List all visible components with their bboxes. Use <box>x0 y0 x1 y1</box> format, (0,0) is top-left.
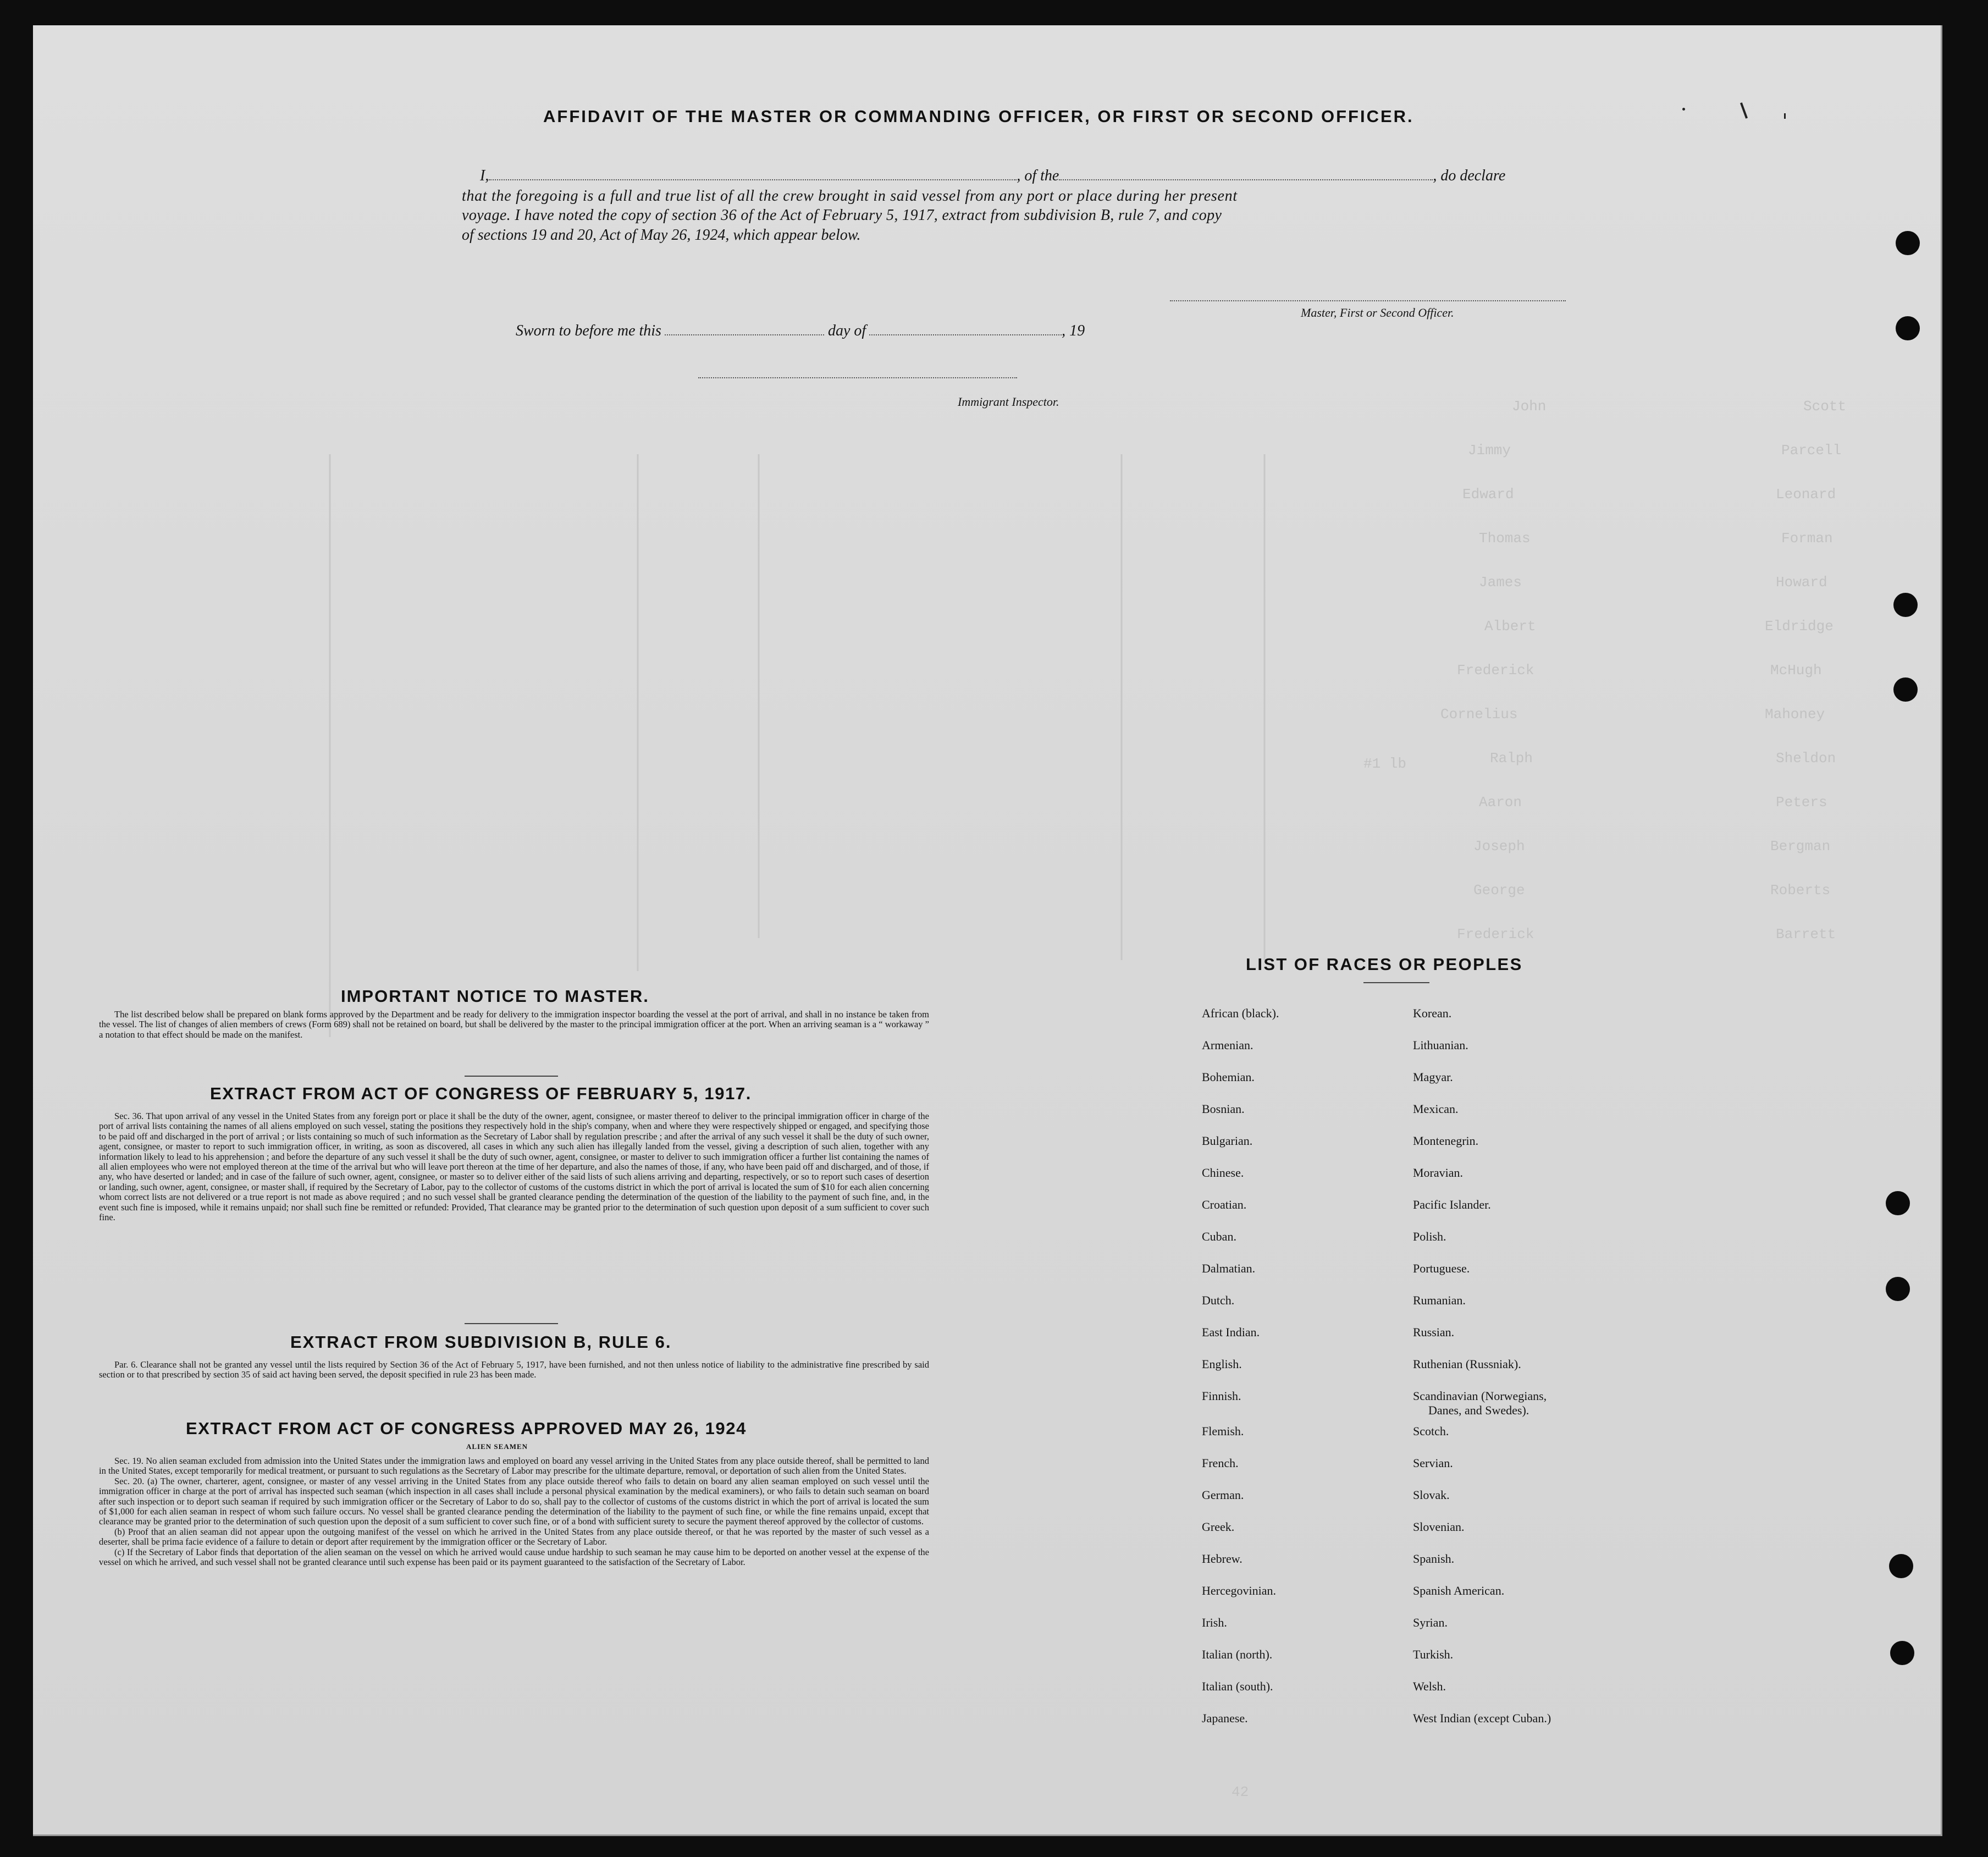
race-item: African (black). <box>1202 1006 1279 1020</box>
race-item: Spanish. <box>1413 1552 1455 1566</box>
race-item: Servian. <box>1413 1456 1453 1470</box>
race-item: Bosnian. <box>1202 1102 1245 1116</box>
extract-rule6-title: EXTRACT FROM SUBDIVISION B, RULE 6. <box>290 1332 672 1352</box>
affidavit-line-3: voyage. I have noted the copy of section 36 of the Act of February 5, 1917, extract from subdivision B, rule 7, and copy <box>462 207 1222 224</box>
race-item: Flemish. <box>1202 1424 1244 1438</box>
race-item: Cuban. <box>1202 1230 1236 1243</box>
divider <box>465 1323 558 1324</box>
race-item: Dalmatian. <box>1202 1261 1256 1275</box>
race-item: Chinese. <box>1202 1166 1244 1180</box>
affidavit-title: AFFIDAVIT OF THE MASTER OR COMMANDING OFFICER, OR FIRST OR SECOND OFFICER. <box>543 107 1414 126</box>
race-item: Spanish American. <box>1413 1584 1505 1597</box>
affidavit-line-2: that the foregoing is a full and true list of all the crew brought in said vessel from any port or place during her present <box>462 188 1238 205</box>
svg-text:John: John <box>1512 398 1547 415</box>
race-item: Moravian. <box>1413 1166 1464 1180</box>
race-item: Syrian. <box>1413 1616 1448 1629</box>
punch-hole <box>1896 231 1920 255</box>
race-item: Turkish. <box>1413 1647 1454 1661</box>
sworn-day-blank[interactable] <box>665 334 824 335</box>
svg-text:Peters: Peters <box>1776 794 1827 811</box>
race-item: Dutch. <box>1202 1293 1235 1307</box>
extract-1924-title: EXTRACT FROM ACT OF CONGRESS APPROVED MAY 26, 1924 <box>186 1419 747 1438</box>
svg-text:Joseph: Joseph <box>1473 838 1525 855</box>
svg-text:Scott: Scott <box>1803 398 1847 415</box>
race-item: Magyar. <box>1413 1070 1453 1084</box>
race-item: Hebrew. <box>1202 1552 1242 1566</box>
svg-text:Thomas: Thomas <box>1479 530 1531 547</box>
svg-text:Ralph: Ralph <box>1490 750 1533 767</box>
race-item: Korean. <box>1413 1006 1452 1020</box>
pencil-mark <box>1784 113 1786 119</box>
svg-text:Frederick: Frederick <box>1457 662 1534 679</box>
race-item: German. <box>1202 1488 1244 1502</box>
race-item: Mexican. <box>1413 1102 1459 1116</box>
master-signature-line[interactable] <box>1170 300 1566 301</box>
race-item: English. <box>1202 1357 1242 1371</box>
race-item: Polish. <box>1413 1230 1446 1243</box>
race-item: Greek. <box>1202 1520 1235 1534</box>
race-item: Russian. <box>1413 1325 1455 1339</box>
name-blank[interactable] <box>489 179 1017 180</box>
race-item: French. <box>1202 1456 1239 1470</box>
divider <box>1363 982 1429 983</box>
race-item: Scotch. <box>1413 1424 1449 1438</box>
race-item: West Indian (except Cuban.) <box>1413 1711 1551 1725</box>
race-item: Bohemian. <box>1202 1070 1255 1084</box>
manifest-sheet <box>33 25 1942 1836</box>
punch-hole <box>1889 1554 1913 1578</box>
svg-text:Sheldon: Sheldon <box>1776 750 1836 767</box>
race-item: Slovenian. <box>1413 1520 1465 1534</box>
svg-text:Leonard: Leonard <box>1776 486 1836 503</box>
punch-hole <box>1893 677 1918 702</box>
extract-1917-body: Sec. 36. That upon arrival of any vessel in the United States from any foreign port or place it shall be the duty of the owner, agent, consignee, or master thereof to deliver to the principal immigration officer in charge of the port of arrival lists containing the names of all aliens employed on such vessel, stating the positions they respectively hold in the ship's company, when and where they were respectively shipped or engaged, and specifying those to be paid off and discharged in the port of arrival ; or lists containing so much of such information as the Secretary of Labor shall by regulation prescribe ; and after the arrival of any such vessel it shall be the duty of such owner, agent, consignee, or master to report to such immigration officer, in writing, as soon as discovered, all cases in which any such alien has illegally landed from the vessel, giving a description of such alien, together with any information likely to lead to his apprehension ; and before the departure of any such vessel it shall be the duty of such owner, agent, consignee, or master to deliver to such immigration officer a further list containing the names of all alien employees who were not employed thereon at the time of the arrival but who will leave port thereon at the time of her departure, and also the names of those, if any, who have been paid off and discharged, and of those, if any, who have deserted or landed; and in case of the failure of such owner, agent, consignee, or master so to deliver either of the said lists of such aliens arriving and departing, respectively, or so to report such cases of desertion or landing, such owner, agent, consignee, or master shall, if required by the Secretary of Labor, pay to the collector of customs of the customs district in which the port of arrival is located the sum of $10 for each alien concerning whom correct lists are not delivered or a true report is not made as above required ; and no such vessel shall be granted clearance pending the determination of the question of the liability to the payment of such fine, and, in the event such fine is imposed, while it remains unpaid; nor shall such fine be remitted or refunded: Provided, That clearance may be granted prior to the determination of such question upon deposit of a sum sufficient to cover such fine. <box>99 1111 929 1223</box>
svg-text:Roberts: Roberts <box>1770 882 1831 899</box>
race-item: Scandinavian (Norwegians, <box>1413 1389 1547 1403</box>
punch-hole <box>1886 1191 1910 1215</box>
punch-hole <box>1896 316 1920 340</box>
race-item: Welsh. <box>1413 1679 1446 1693</box>
divider <box>465 1076 558 1077</box>
race-item: East Indian. <box>1202 1325 1260 1339</box>
svg-text:Cornelius: Cornelius <box>1440 706 1518 723</box>
notice-title: IMPORTANT NOTICE TO MASTER. <box>341 987 649 1006</box>
svg-text:Forman: Forman <box>1781 530 1833 547</box>
extract-rule6-body: Par. 6. Clearance shall not be granted any vessel until the lists required by Section 36 of the Act of February 5, 1917, have been furnished, and not then unless notice of liability to the administrative fine prescribed by said section or to that prescribed by section 35 of said act having been served, the deposit specified in rule 23 has been made. <box>99 1359 929 1380</box>
svg-text:George: George <box>1473 882 1525 899</box>
pencil-mark <box>1740 102 1748 119</box>
race-item: Armenian. <box>1202 1038 1253 1052</box>
inspector-signature-label: Immigrant Inspector. <box>958 395 1059 409</box>
extract-1924-body: Sec. 19. No alien seaman excluded from admission into the United States under the immigration laws and employed on board any vessel arriving in the United States from any place outside thereof, shall be permitted to land in the United States, except temporarily for medical treatment, or pursuant to such regulations as the Secretary of Labor may prescribe for the ultimate departure, removal, or deportation of such alien from the United States. Sec. 20. (a) The owner, charterer, agent, consignee, or master of any vessel arriving in the United States from any place outside thereof who fails to detain on board any alien seaman employed on such vessel until the immigration officer in charge at the port of arrival has inspected such seaman (which inspection in all cases shall include a personal physical examination by the medical examiners), or who fails to detain such seaman on board after such inspection or to deport such seaman if required by such immigration officer or the Secretary of Labor to do so, shall pay to the collector of customs of the customs district in which the port of arrival is located the sum of $1,000 for each alien seaman in respect of whom such failure occurs. No vessel shall be granted clearance pending the determination of the liability to the payment of such fine, or while the fine remains unpaid, except that clearance may be granted prior to the determination of such question upon the deposit of a sum sufficient to cover such fine, or of a bond with sufficient surety to secure the payment thereof approved by the collector of customs. (b) Proof that an alien seaman did not appear upon the outgoing manifest of the vessel on which he arrived in the United States from any place outside thereof, or that he was reported by the master of such vessel as a deserter, shall be prima facie evidence of a failure to detain or deport after requirement by the immigration officer or the Secretary of Labor. (c) If the Secretary of Labor finds that deportation of the alien seaman on the vessel on which he arrived would cause undue hardship to such seaman he may cause him to be deported on another vessel at the expense of the vessel on which he arrived, and such vessel shall not be granted clearance until such expense has been paid or its payment guaranteed to the satisfaction of the Secretary of Labor. <box>99 1456 929 1568</box>
race-item: Irish. <box>1202 1616 1227 1629</box>
svg-text:Mahoney: Mahoney <box>1765 706 1825 723</box>
punch-hole <box>1890 1641 1914 1665</box>
race-item: Slovak. <box>1413 1488 1450 1502</box>
race-item: Croatian. <box>1202 1198 1247 1211</box>
svg-text:McHugh: McHugh <box>1770 662 1822 679</box>
race-item: Italian (south). <box>1202 1679 1273 1693</box>
race-item: Bulgarian. <box>1202 1134 1253 1148</box>
punch-hole <box>1893 593 1918 617</box>
race-item: Ruthenian (Russniak). <box>1413 1357 1521 1371</box>
svg-text:Parcell: Parcell <box>1781 442 1842 459</box>
master-signature-label: Master, First or Second Officer. <box>1301 306 1454 319</box>
inspector-signature-line[interactable] <box>698 377 1017 378</box>
svg-text:Howard: Howard <box>1776 574 1827 591</box>
race-item: Danes, and Swedes). <box>1428 1403 1529 1417</box>
race-item: Portuguese. <box>1413 1261 1470 1275</box>
race-item: Hercegovinian. <box>1202 1584 1276 1597</box>
svg-text:James: James <box>1479 574 1522 591</box>
pencil-mark <box>1682 108 1685 111</box>
svg-text:42: 42 <box>1232 1784 1249 1800</box>
affidavit-line-1: I, , of the , do declare <box>480 167 1506 184</box>
alien-seamen-subtitle: ALIEN SEAMEN <box>466 1442 528 1451</box>
svg-text:Albert: Albert <box>1484 618 1536 635</box>
notice-body: The list described below shall be prepared on blank forms approved by the Department and be ready for delivery to the immigration inspector boarding the vessel at the port of arrival, and shall in no instance be taken from the vessel. The list of changes of alien members of crews (Form 689) shall not be retained on board, but shall be delivered by the master to the principal immigration officer at the port. When an arriving seaman is a “ workaway ” a notation to that effect should be made on the manifest. <box>99 1009 929 1040</box>
svg-text:Frederick: Frederick <box>1457 926 1534 943</box>
punch-hole <box>1886 1277 1910 1301</box>
race-item: Montenegrin. <box>1413 1134 1479 1148</box>
race-item: Lithuanian. <box>1413 1038 1468 1052</box>
svg-text:#1 lb: #1 lb <box>1363 756 1407 772</box>
svg-text:Barrett: Barrett <box>1776 926 1836 943</box>
svg-text:Eldridge: Eldridge <box>1765 618 1834 635</box>
race-item: Italian (north). <box>1202 1647 1273 1661</box>
sworn-month-blank[interactable] <box>869 334 1062 335</box>
race-item: Pacific Islander. <box>1413 1198 1491 1211</box>
svg-text:Bergman: Bergman <box>1770 838 1831 855</box>
svg-text:Edward: Edward <box>1462 486 1514 503</box>
race-item: Finnish. <box>1202 1389 1241 1403</box>
vessel-blank[interactable] <box>1059 179 1433 180</box>
affidavit-line-4: of sections 19 and 20, Act of May 26, 1924, which appear below. <box>462 227 861 244</box>
race-item: Rumanian. <box>1413 1293 1466 1307</box>
svg-text:Aaron: Aaron <box>1479 794 1522 811</box>
sworn-line: Sworn to before me this day of , 19 <box>516 322 1085 339</box>
race-item: Japanese. <box>1202 1711 1248 1725</box>
svg-text:Jimmy: Jimmy <box>1468 442 1511 459</box>
extract-1917-title: EXTRACT FROM ACT OF CONGRESS OF FEBRUARY 5, 1917. <box>210 1084 752 1103</box>
races-title: LIST OF RACES OR PEOPLES <box>1246 955 1523 974</box>
